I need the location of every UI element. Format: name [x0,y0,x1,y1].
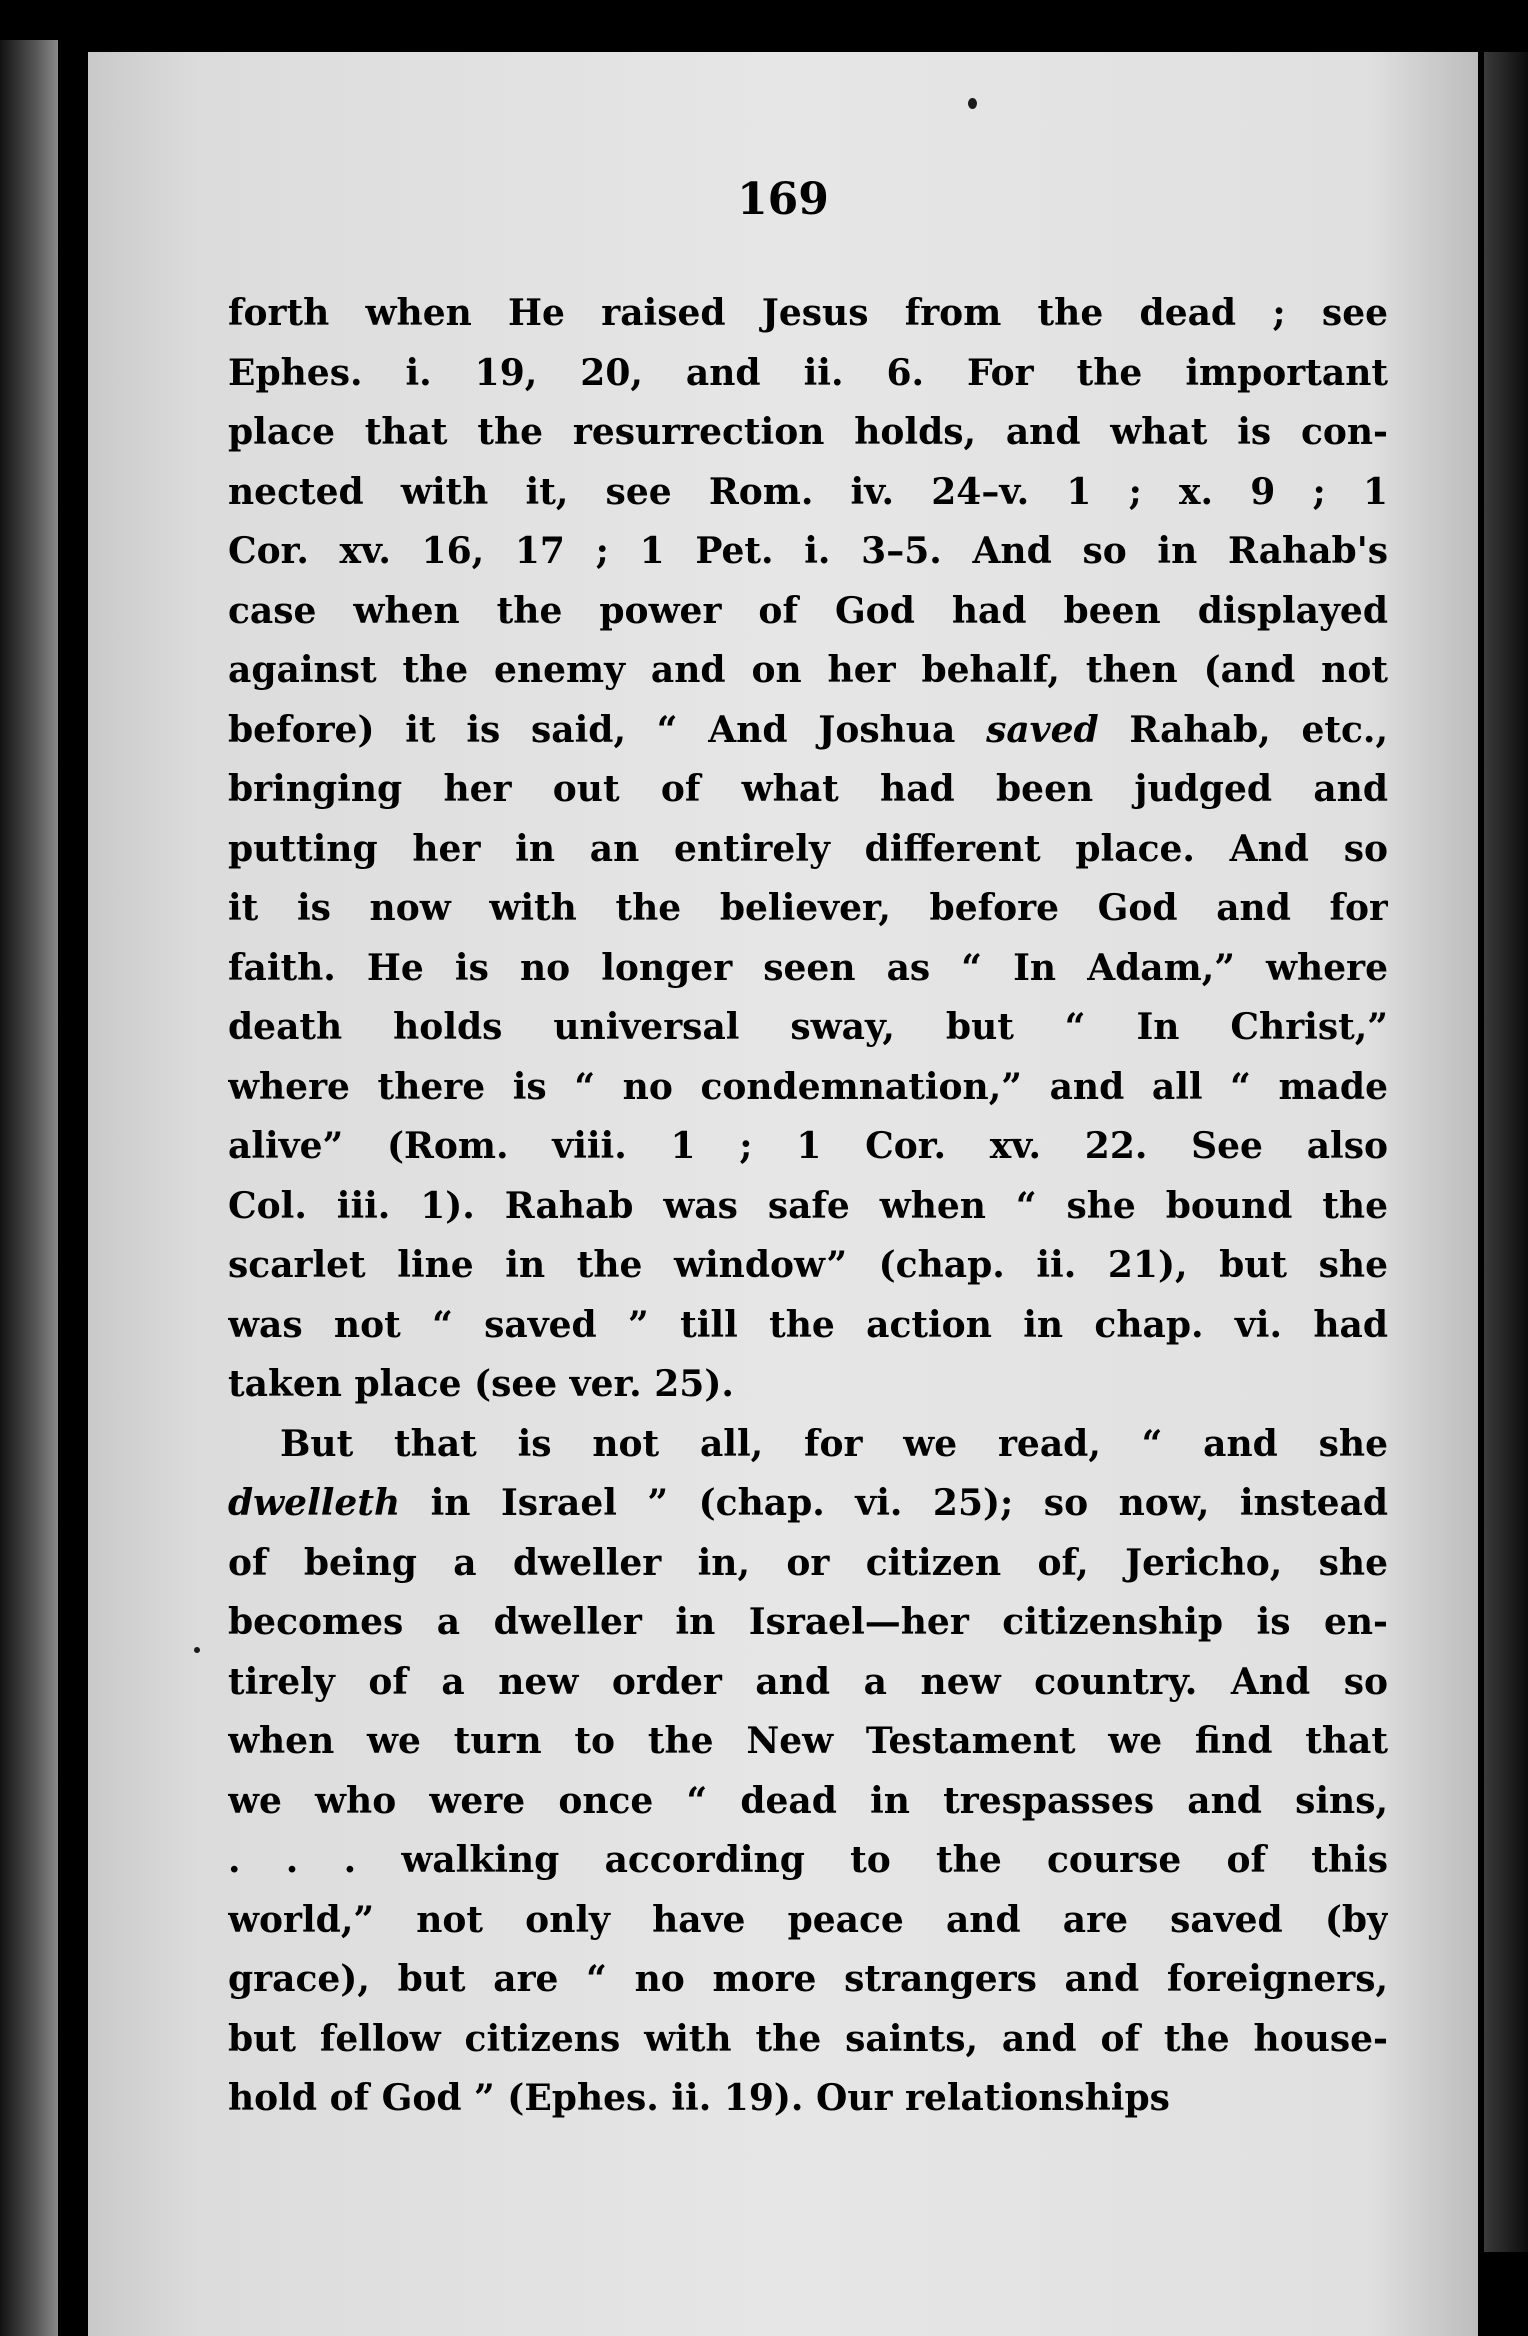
text-line: Col. iii. 1). Rahab was safe when “ she bound the [228,1184,1388,1227]
page-sheet [88,52,1478,2336]
text-line: becomes a dweller in Israel—her citizenship is en- [228,1601,1388,1643]
italic-word: saved [986,708,1099,751]
italic-word: dwelleth [228,1482,401,1524]
text-line: bringing her out of what had been judged and [228,768,1388,810]
text-line: where there is “ no condemnation,” and all “ made [228,1065,1388,1108]
text-line: dwelleth in Israel ” (chap. vi. 25); so now, instead [228,1482,1388,1524]
text-line: nected with it, see Rom. iv. 24–v. 1 ; x. 9 ; 1 [228,470,1388,513]
text-line: was not “ saved ” till the action in chap. vi. had [228,1303,1388,1346]
body-text [228,284,1388,2129]
text-line: case when the power of God had been displayed [228,589,1388,632]
text-line: Ephes. i. 19, 20, and ii. 6. For the important [228,351,1388,394]
text-line: forth when He raised Jesus from the dead ; see [228,292,1388,334]
book-binding-edge [1484,52,1528,2252]
text-line: tirely of a new order and a new country. And so [228,1660,1388,1703]
text-line: Cor. xv. 16, 17 ; 1 Pet. i. 3–5. And so in Rahab's [228,530,1388,572]
text-line: alive” (Rom. viii. 1 ; 1 Cor. xv. 22. See also [228,1125,1388,1167]
paragraph-1 [228,284,1388,1415]
text-line: we who were once “ dead in trespasses and sins, [228,1779,1388,1822]
text-line: hold of God ” (Ephes. ii. 19). Our relationships [228,2077,1170,2119]
text-line: putting her in an entirely different place. And so [228,827,1388,870]
text-line: before) it is said, “ And Joshua saved Rahab, etc., [228,708,1388,751]
text-line: place that the resurrection holds, and what is con- [228,411,1388,453]
text-line: but fellow citizens with the saints, and of the house- [228,2017,1388,2060]
text-line: But that is not all, for we read, “ and she [280,1422,1388,1465]
text-line: when we turn to the New Testament we find that [228,1720,1388,1762]
text-line: scarlet line in the window” (chap. ii. 21), but she [228,1244,1388,1286]
text-line: taken place (see ver. 25). [228,1363,734,1405]
text-line: world,” not only have peace and are saved (by [228,1898,1388,1941]
text-line: faith. He is no longer seen as “ In Adam,” where [228,946,1388,989]
paragraph-2 [228,1415,1388,2129]
text-line: of being a dweller in, or citizen of, Jericho, she [228,1541,1388,1584]
print-speck [194,1647,200,1653]
print-speck [968,98,977,109]
text-line: . . . walking according to the course of this [228,1839,1388,1881]
facing-page-edge [0,40,58,2336]
text-line: against the enemy and on her behalf, then (and not [228,649,1388,691]
text-line: it is now with the believer, before God and for [228,887,1388,929]
text-line: grace), but are “ no more strangers and foreigners, [228,1958,1388,2000]
page-number: 169 [737,174,829,225]
text-line: death holds universal sway, but “ In Christ,” [228,1006,1388,1048]
